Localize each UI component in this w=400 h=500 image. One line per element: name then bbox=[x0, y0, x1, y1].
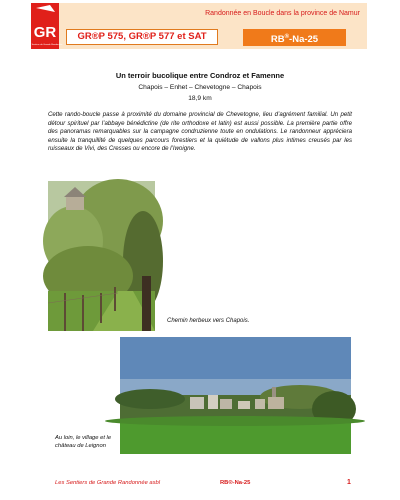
route-code-badge bbox=[243, 29, 346, 46]
gr-logo bbox=[27, 3, 63, 49]
photo-caption: Au loin, le village et le château de Leignon bbox=[55, 435, 112, 449]
footer-organization: Les Sentiers de Grande Randonnée asbl bbox=[55, 480, 161, 486]
footer-route-code: RB®-Na-25 bbox=[220, 480, 251, 486]
distance: 18,9 km bbox=[188, 95, 212, 102]
photo-village-view bbox=[120, 337, 351, 454]
page-title: Un terroir bucolique entre Condroz et Famenne bbox=[115, 71, 285, 80]
registered-mark: ® bbox=[284, 34, 290, 40]
header-subtitle: Randonnée en Boucle dans la province de Namur bbox=[205, 10, 360, 17]
page-number: 1 bbox=[347, 479, 351, 486]
intro-paragraph: Cette rando-boucle passe à proximité du domaine provincial de Chevetogne, lieu d’agrément familial. Un petit détour spirituel par l’abbaye bénédictine (de rite orthodoxe et latin) est aussi possible. La première partie offre des panoramas remarquables sur la campagne condruzienne toute en ondulations. Le randonneur appréciera ensuite la tranquillité de quelques parcours forestiers et la quiétude de vallons plus intimes creusés par les ruisseaux de Vivi, des Cresses ou encore de l’Iwoigne. bbox=[48, 111, 352, 153]
logo-subtext: Les Sentiers de Grande Randonnée bbox=[27, 44, 63, 46]
photo-caption: Chemin herbeux vers Chapois. bbox=[167, 318, 250, 324]
route-label: GR®P 575, GR®P 577 et SAT bbox=[66, 29, 218, 45]
code-suffix: -Na-25 bbox=[289, 34, 319, 46]
code-prefix: RB bbox=[270, 34, 285, 46]
logo-text: GR bbox=[33, 24, 57, 41]
photo-grassy-path bbox=[48, 181, 155, 331]
itinerary: Chapois – Enhet – Chevetogne – Chapois bbox=[138, 84, 262, 91]
